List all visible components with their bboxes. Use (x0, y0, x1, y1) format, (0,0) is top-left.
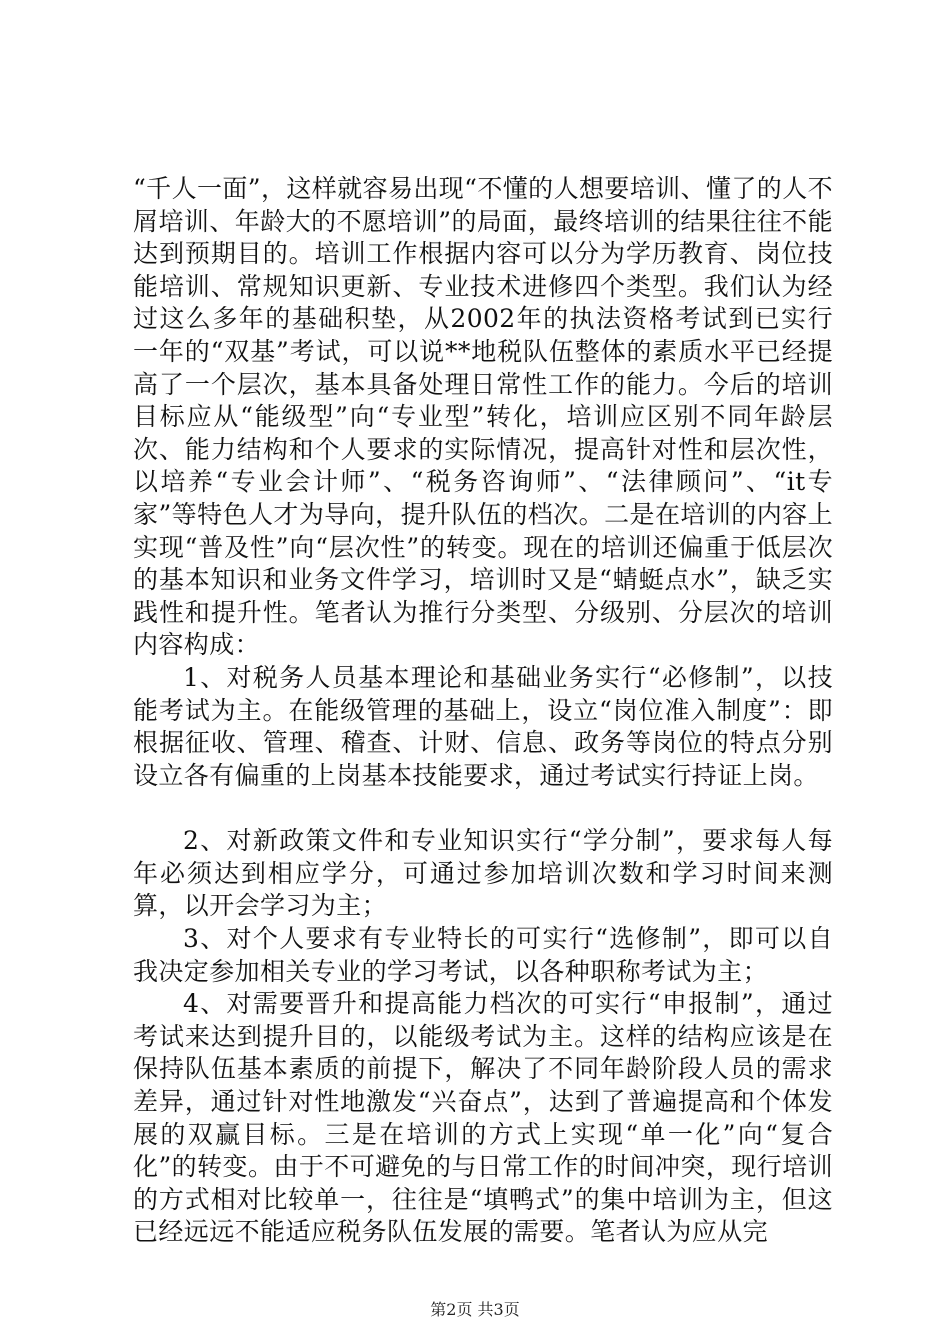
paragraph-item-3: 3、对个人要求有专业特长的可实行“选修制”，即可以自我决定参加相关专业的学习考试，以各种职称考试为主； (133, 924, 833, 986)
paragraph-item-1: 1、对税务人员基本理论和基础业务实行“必修制”，以技能考试为主。在能级管理的基础上，设立“岗位准入制度”：即根据征收、管理、稽查、计财、信息、政务等岗位的特点分别设立各有偏重的上岗基本技能要求，通过考试实行持证上岗。 (133, 662, 833, 790)
paragraph-intro: “千人一面”，这样就容易出现“不懂的人想要培训、懂了的人不屑培训、年龄大的不愿培训”的局面，最终培训的结果往往不能达到预期目的。培训工作根据内容可以分为学历教育、岗位技能培训、常规知识更新、专业技术进修四个类型。我们认为经过这么多年的基础积垫，从2002年的执法资格考试到已实行一年的“双基”考试，可以说**地税队伍整体的素质水平已经提高了一个层次，基本具备处理日常性工作的能力。今后的培训目标应从“能级型”向“专业型”转化，培训应区别不同年龄层次、能力结构和个人要求的实际情况，提高针对性和层次性，以培养“专业会计师”、“税务咨询师”、“法律顾问”、“it专家”等特色人才为导向，提升队伍的档次。二是在培训的内容上实现“普及性”向“层次性”的转变。现在的培训还偏重于低层次的基本知识和业务文件学习，培训时又是“蜻蜓点水”，缺乏实践性和提升性。笔者认为推行分类型、分级别、分层次的培训内容构成： (133, 174, 833, 660)
page-footer: 第2页 共3页 (430, 1300, 520, 1319)
paragraph-item-4: 4、对需要晋升和提高能力档次的可实行“申报制”，通过考试来达到提升目的，以能级考试为主。这样的结构应该是在保持队伍基本素质的前提下，解决了不同年龄阶段人员的需求差异，通过针对性地激发“兴奋点”，达到了普遍提高和个体发展的双赢目标。三是在培训的方式上实现“单一化”向“复合化”的转变。由于不可避免的与日常工作的时间冲突，现行培训的方式相对比较单一，往往是“填鸭式”的集中培训为主，但这已经远远不能适应税务队伍发展的需要。笔者认为应从完 (133, 989, 833, 1247)
document-body (133, 173, 833, 1249)
paragraph-item-2: 2、对新政策文件和专业知识实行“学分制”，要求每人每年必须达到相应学分，可通过参加培训次数和学习时间来测算，以开会学习为主； (133, 826, 833, 921)
